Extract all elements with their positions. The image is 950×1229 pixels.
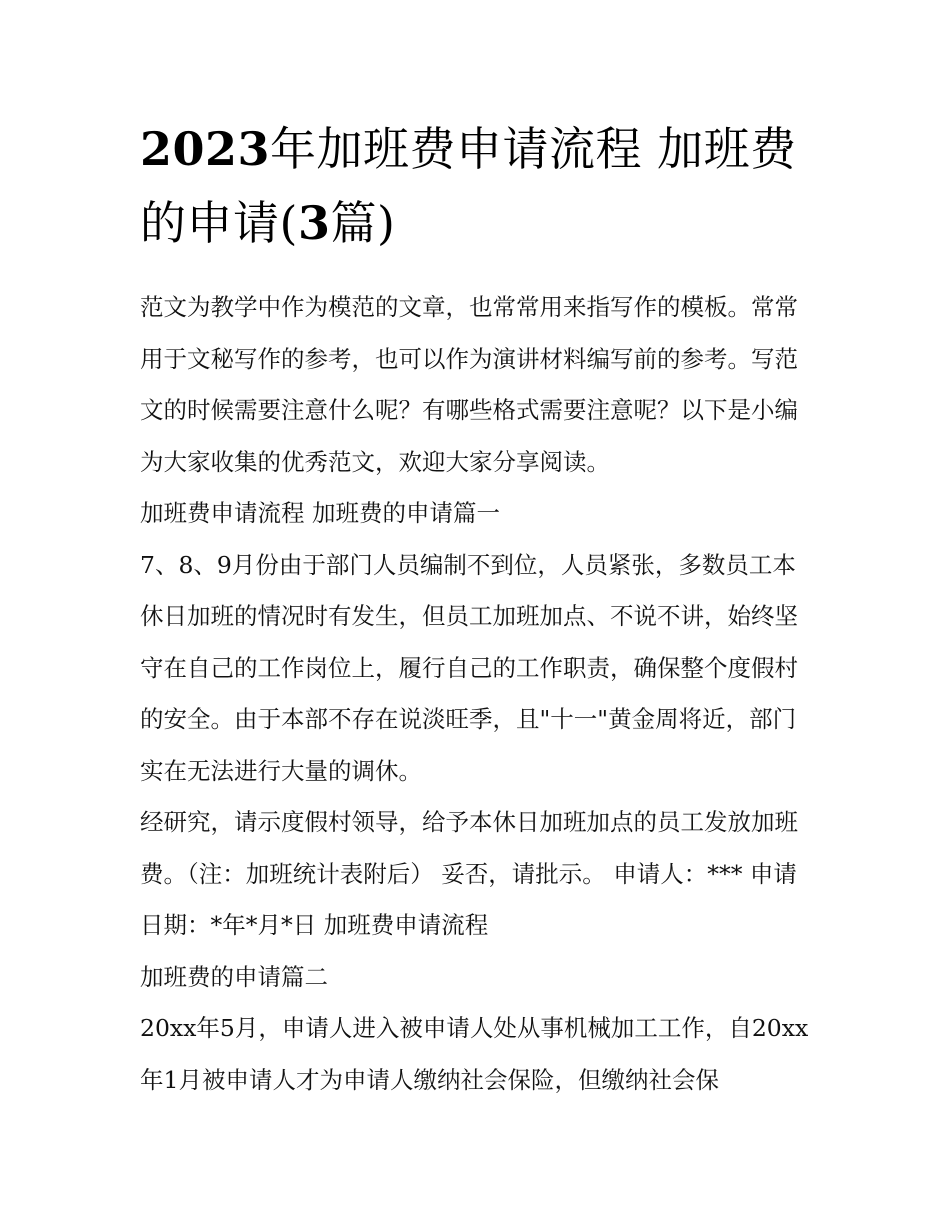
document-content (140, 112, 812, 1106)
section-heading-one: 加班费申请流程 加班费的申请篇一 (140, 499, 500, 527)
intro-paragraph: 范文为教学中作为模范的文章，也常常用来指写作的模板。常常用于文秘写作的参考，也可以作为演讲材料编写前的参考。写范文的时候需要注意什么呢？有哪些格式需要注意呢？以下是小编为大家收集的优秀范文，欢迎大家分享阅读。 (140, 293, 798, 476)
body-paragraph: 7、8、9月份由于部门人员编制不到位，人员紧张，多数员工本休日加班的情况时有发生，但员工加班加点、不说不讲，始终坚守在自己的工作岗位上，履行自己的工作职责，确保整个度假村的安全。由于本部不存在说淡旺季，且"十一"黄金周将近，部门实在无法进行大量的调休。 (140, 550, 798, 785)
document-title (140, 112, 812, 260)
body-paragraph: 经研究，请示度假村领导，给予本休日加班加点的员工发放加班费。（注：加班统计表附后） 妥否，请批示。 申请人：*** 申请日期：*年*月*日 加班费申请流程 (140, 808, 798, 939)
title-year: 2023 (140, 122, 271, 176)
title-suffix: 篇) (330, 196, 396, 250)
title-count: 3 (297, 196, 331, 250)
section-heading-two: 加班费的申请篇二 (140, 962, 328, 991)
title-text: 年加班费申请流程 加班费的申请( (140, 122, 797, 250)
document-body (140, 282, 812, 1106)
body-paragraph: 20xx年5月，申请人进入被申请人处从事机械加工工作，自20xx年1月被申请人才为申请人缴纳社会保险，但缴纳社会保 (140, 1014, 809, 1094)
